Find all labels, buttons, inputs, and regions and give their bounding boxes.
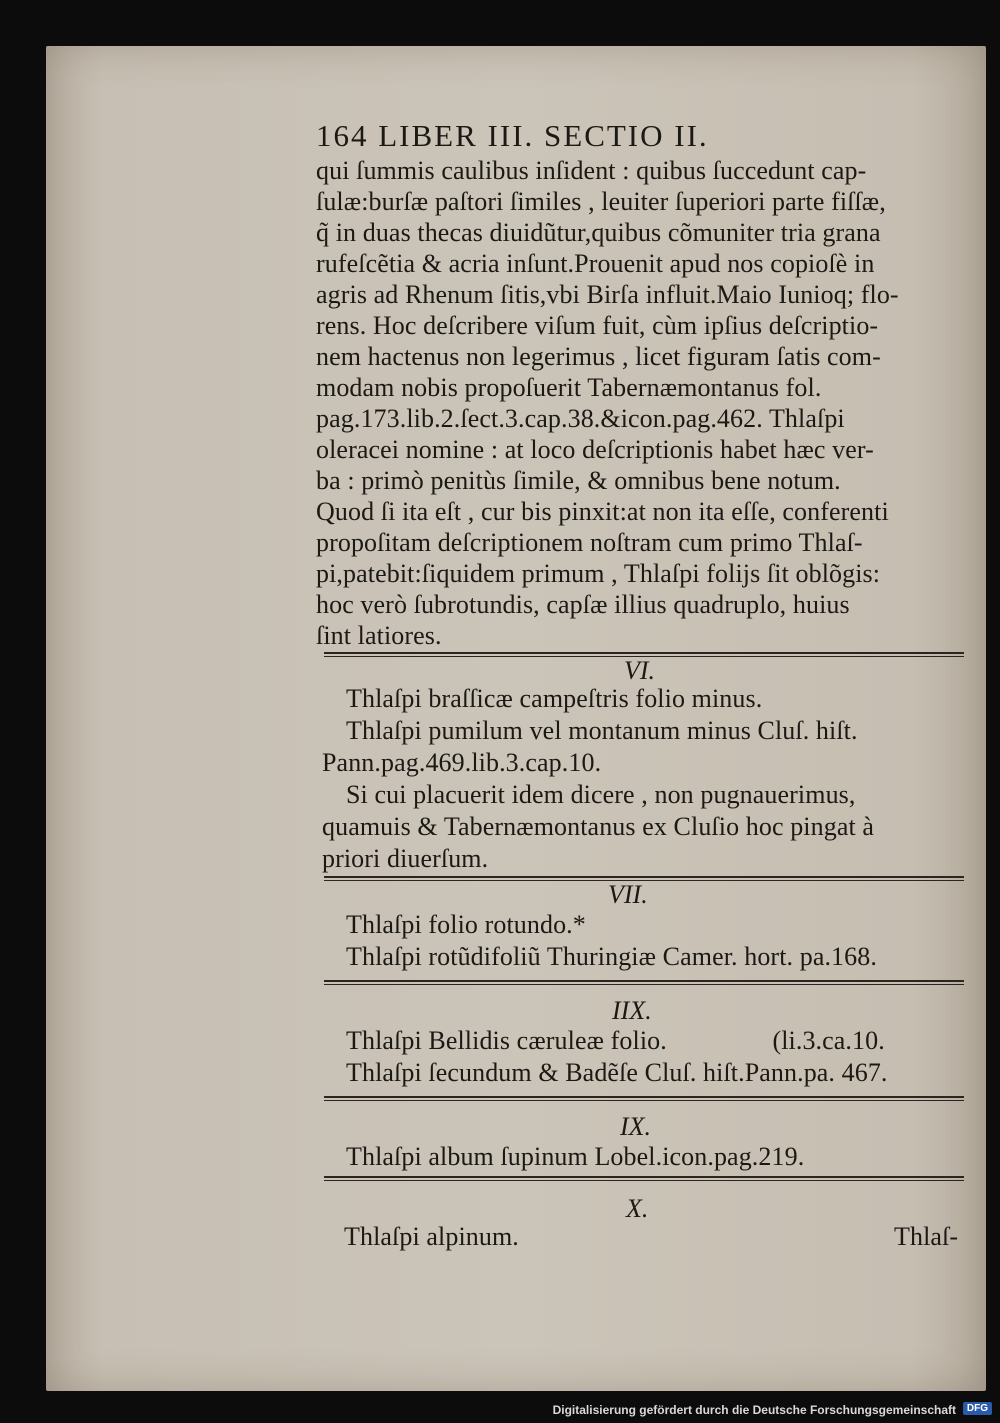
book-page <box>46 46 986 1391</box>
section-numeral: X. <box>626 1194 649 1223</box>
text-line: propoſitam deſcriptionem noſtram cum primo Thlaſ- <box>316 528 863 557</box>
section-rule <box>324 980 964 985</box>
text-line: pi,patebit:ſiquidem primum , Thlaſpi folijs ſit oblõgis: <box>316 559 881 588</box>
text-line: ba : primò penitùs ſimile, & omnibus bene notum. <box>316 466 841 495</box>
section-numeral: VII. <box>608 880 648 909</box>
text-line: modam nobis propoſuerit Tabernæmontanus fol. <box>316 373 822 402</box>
text-line: q̃ in duas thecas diuidũtur,quibus cõmuniter tria grana <box>316 218 881 247</box>
text-line: nem hactenus non legerimus , licet figuram ſatis com- <box>316 342 881 371</box>
running-header: 164 LIBER III. SECTIO II. <box>316 118 709 153</box>
section-numeral: IIX. <box>612 996 652 1025</box>
text-line: pag.173.lib.2.ſect.3.cap.38.&icon.pag.462. Thlaſpi <box>316 404 845 433</box>
section-numeral: VI. <box>624 656 656 685</box>
text-line: oleracei nomine : at loco deſcriptionis habet hæc ver- <box>316 435 874 464</box>
text-line: Thlaſpi ſecundum & Badẽſe Cluſ. hiſt.Pann.pa. 467. <box>346 1058 888 1087</box>
text-line: Thlaſpi alpinum. <box>344 1222 519 1251</box>
text-line: agris ad Rhenum ſitis,vbi Birſa influit.Maio Iunioq; flo- <box>316 280 899 309</box>
text-line: Thlaſpi folio rotundo.* <box>346 910 586 939</box>
text-line: Si cui placuerit idem dicere , non pugnauerimus, <box>346 780 856 809</box>
dfg-logo: DFG <box>963 1402 992 1415</box>
funding-credit: Digitalisierung gefördert durch die Deutsche Forschungsgemeinschaft <box>552 1403 956 1417</box>
text-line: ſulæ:burſæ paſtori ſimiles , leuiter ſuperiori parte fiſſæ, <box>316 187 886 216</box>
text-line: ſint latiores. <box>316 621 442 650</box>
text-line: quamuis & Tabernæmontanus ex Cluſio hoc pingat à <box>322 812 875 841</box>
text-line: Thlaſpi pumilum vel montanum minus Cluſ. hiſt. <box>346 716 858 745</box>
catchword: Thlaſ- <box>894 1222 959 1251</box>
text-line: rufeſcẽtia & acria inſunt.Prouenit apud nos copioſè in <box>316 249 875 278</box>
section-rule <box>324 1096 964 1101</box>
text-line: Thlaſpi album ſupinum Lobel.icon.pag.219. <box>346 1142 805 1171</box>
text-line: priori diuerſum. <box>322 844 489 873</box>
section-rule <box>324 1176 964 1181</box>
text-line: Quod ſi ita eſt , cur bis pinxit:at non ita eſſe, conferenti <box>316 497 889 526</box>
section-numeral: IX. <box>620 1112 652 1141</box>
text-line: qui ſummis caulibus inſident : quibus ſuccedunt cap- <box>316 156 867 185</box>
text-line: rens. Hoc deſcribere viſum fuit, cùm ipſius deſcriptio- <box>316 311 879 340</box>
text-line: Thlaſpi rotũdifoliũ Thuringiæ Camer. hort. pa.168. <box>346 942 877 971</box>
text-line: Thlaſpi Bellidis cæruleæ folio. (li.3.ca.10. <box>346 1026 885 1055</box>
text-line: Thlaſpi braſſicæ campeſtris folio minus. <box>346 684 763 713</box>
text-line: Pann.pag.469.lib.3.cap.10. <box>322 748 602 777</box>
text-line: hoc verò ſubrotundis, capſæ illius quadruplo, huius <box>316 590 850 619</box>
page-text <box>46 46 986 1391</box>
digitization-footer <box>0 1396 1000 1423</box>
